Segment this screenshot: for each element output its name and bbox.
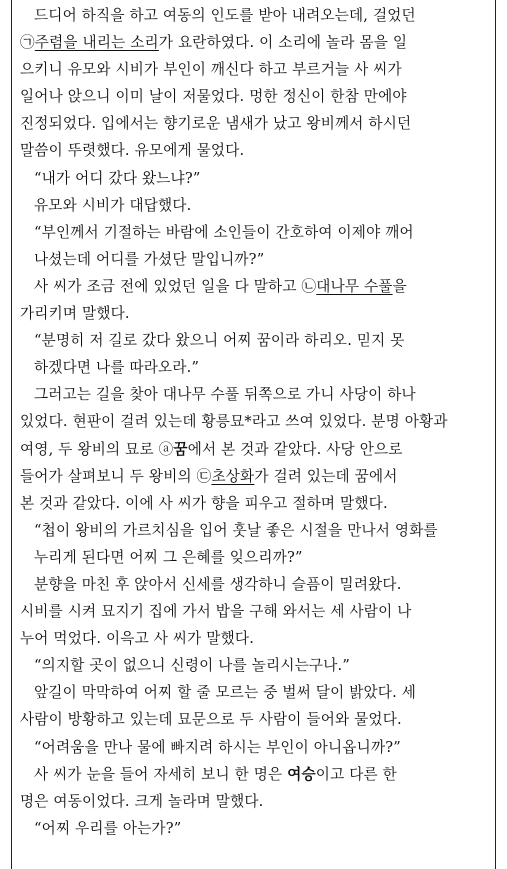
- line: [20, 436, 490, 463]
- line-text: 에서 본 것과 같았다. 사당 안으로: [187, 440, 403, 458]
- passage-text: [20, 2, 490, 842]
- line: 있었다. 현판이 걸려 있는데 황릉묘*라고 쓰여 있었다. 분명 아황과: [20, 413, 448, 431]
- line: “의지할 곳이 없으니 신령이 나를 놀리시는구나.”: [34, 657, 351, 675]
- underlined-phrase: 주렴을 내리는 소리: [34, 34, 159, 52]
- line: 일어나 앉으니 이미 날이 저물었다. 멍한 정신이 한참 만에야: [20, 88, 407, 106]
- bold-word: 꿈: [173, 440, 188, 458]
- marker-digeut: ㉢: [196, 467, 212, 485]
- line-text: 가 요란하였다. 이 소리에 놀라 몸을 일: [158, 34, 408, 52]
- line: 명은 여동이었다. 크게 놀라며 말했다.: [20, 792, 264, 810]
- line: 진정되었다. 입에서는 향기로운 냄새가 났고 왕비께서 하시던: [20, 115, 412, 133]
- line: 누리게 된다면 어찌 그 은혜를 잊으리까?”: [34, 548, 303, 566]
- line: 누어 먹었다. 이윽고 사 씨가 말했다.: [20, 630, 255, 648]
- line: 나셨는데 어디를 가셨단 말입니까?”: [34, 250, 265, 268]
- right-border-rule: [495, 0, 496, 869]
- line-text: 들어가 살펴보니 두 왕비의: [20, 467, 197, 485]
- line: “분명히 저 길로 갔다 왔으니 어찌 꿈이라 하리오. 믿지 못: [34, 332, 405, 350]
- line: 하겠다면 나를 따라오라.”: [34, 359, 200, 377]
- line: [20, 29, 490, 56]
- marker-nieun: ㉡: [301, 277, 317, 295]
- line: 분향을 마친 후 앉아서 신세를 생각하니 슬픔이 밀려왔다.: [34, 575, 402, 593]
- line: [20, 761, 490, 788]
- line-text: 이고 다른 한: [315, 765, 397, 783]
- line: “부인께서 기절하는 바람에 소인들이 간호하여 이제야 깨어: [34, 223, 414, 241]
- marker-giyeok: ㉠: [20, 34, 35, 52]
- line: 드디어 하직을 하고 여동의 인도를 받아 내려오는데, 걸었던: [34, 7, 416, 24]
- line: “내가 어디 갔다 왔느냐?”: [34, 169, 201, 187]
- line: “어찌 우리를 아는가?”: [34, 819, 182, 837]
- line-text: 을: [392, 277, 407, 295]
- line-text: 가 걸려 있는데 꿈에서: [254, 467, 398, 485]
- line: 앞길이 막막하여 어찌 할 줄 모르는 중 벌써 달이 밝았다. 세: [34, 684, 417, 702]
- line: [20, 463, 490, 490]
- line: “어려움을 만나 물에 빠지려 하시는 부인이 아니옵니까?”: [34, 738, 401, 756]
- line-text: 사 씨가 조금 전에 있었던 일을 다 말하고: [34, 277, 302, 295]
- underlined-phrase: 초상화: [211, 467, 255, 485]
- line: 유모와 시비가 대답했다.: [34, 196, 192, 214]
- bold-word: 여승: [287, 765, 316, 783]
- line: 시비를 시켜 묘지기 집에 가서 밥을 구해 와서는 세 사람이 나: [20, 603, 412, 621]
- marker-a: ⓐ: [158, 440, 174, 458]
- underlined-phrase: 대나무 수풀: [316, 277, 393, 295]
- line: 그러고는 길을 찾아 대나무 수풀 뒤쪽으로 가니 사당이 하나: [34, 386, 416, 404]
- line: 가리키며 말했다.: [20, 305, 130, 323]
- line-text: 사 씨가 눈을 들어 자세히 보니 한 명은: [34, 765, 288, 783]
- line-text: 여영, 두 왕비의 묘로: [20, 440, 159, 458]
- line: 으키니 유모와 시비가 부인이 깨신다 하고 부르거늘 사 씨가: [20, 61, 402, 79]
- left-border-rule: [11, 0, 12, 869]
- line: 사람이 방황하고 있는데 묘문으로 두 사람이 들어와 물었다.: [20, 711, 402, 729]
- line: [20, 273, 490, 300]
- line: “첩이 왕비의 가르치심을 입어 훗날 좋은 시절을 만나서 영화를: [34, 521, 438, 539]
- line: 말씀이 뚜렷했다. 유모에게 물었다.: [20, 142, 245, 160]
- line: 본 것과 같았다. 이에 사 씨가 향을 피우고 절하며 말했다.: [20, 494, 388, 512]
